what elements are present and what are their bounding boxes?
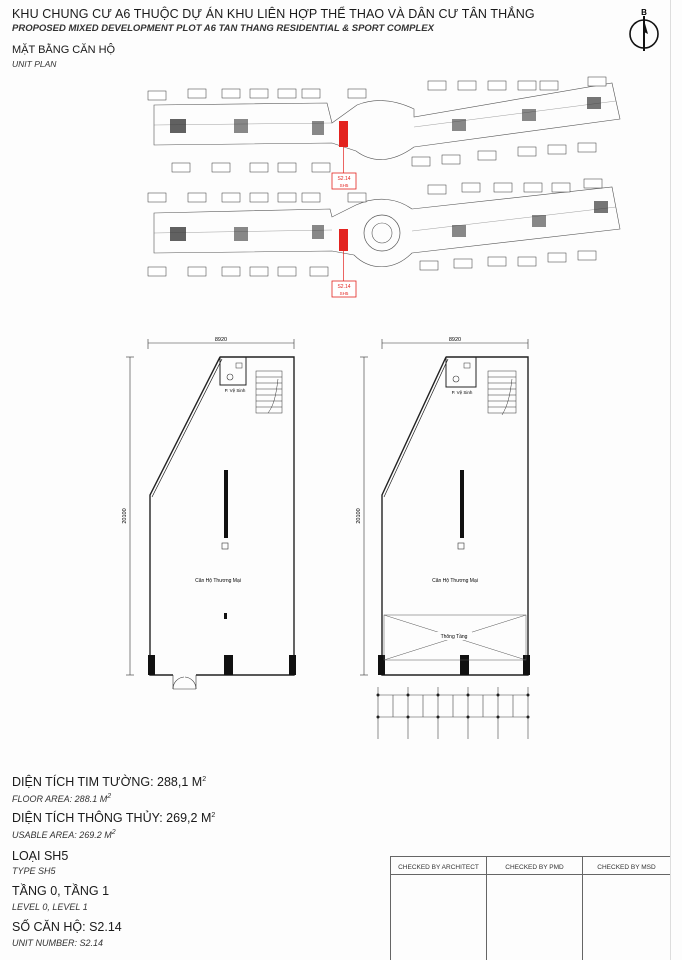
north-mark-label: B [641,8,647,17]
pmd-header: CHECKED BY PMD [505,864,564,871]
highlight-sub-top: SH5 [339,183,349,188]
wc-label-right: P. Vệ Sinh [451,390,473,395]
width-dimension-right: 8920 [448,337,462,343]
floor-area-vi: DIỆN TÍCH TIM TƯỜNG: 288,1 $M^2$ [12,775,207,789]
unit-plan-level-0 [118,335,304,707]
unit-type-vi: LOẠI SH5 [12,849,69,863]
unit-number-vi: SỐ CĂN HỘ: S2.14 [12,920,122,934]
commercial-label: Căn Hộ Thương Mại [195,578,241,584]
site-key-plan [142,75,632,305]
document-subtitle: PROPOSED MIXED DEVELOPMENT PLOT A6 TAN THANG RESIDENTIAL & SPORT COMPLEX [12,23,434,34]
architect-cell [390,856,486,960]
height-dimension: 20100 [122,508,128,524]
level-en: LEVEL 0, LEVEL 1 [12,902,88,912]
void-label: Thông Tầng [440,634,468,640]
commercial-label-right: Căn Hộ Thương Mại [432,578,478,584]
level-vi: TẦNG 0, TẦNG 1 [12,884,110,898]
msd-cell [582,856,670,960]
unit-number-en: UNIT NUMBER: S2.14 [12,938,104,948]
usable-area-vi: DIỆN TÍCH THÔNG THỦY: 269,2 $M^2$ [12,811,216,825]
section-title: MẶT BẰNG CĂN HỘ [12,44,116,56]
entrance-door [173,675,196,689]
width-dimension: 8920 [214,337,228,343]
page-edge-line [670,0,671,960]
north-arrow-icon [626,6,662,52]
approval-table [390,856,670,960]
highlight-sub-bottom: SH5 [339,291,349,296]
highlighted-unit-top [332,121,356,189]
railing-detail [378,687,528,739]
usable-area-en: USABLE AREA: 269.2 $M^2$ [12,829,116,840]
unit-type-en: TYPE SH5 [12,866,56,876]
floor-area-en: FLOOR AREA: 288.1 $M^2$ [12,793,112,804]
highlight-label-top: S2.14 [337,176,351,182]
architect-header: CHECKED BY ARCHITECT [398,864,479,871]
section-subtitle: UNIT PLAN [12,59,57,69]
highlighted-unit-bottom [332,229,356,297]
msd-header: CHECKED BY MSD [597,864,656,871]
unit-plan-level-1 [352,335,538,745]
pmd-cell [486,856,582,960]
wc-label: P. Vệ Sinh [224,388,246,393]
height-dimension-right: 20100 [356,508,362,524]
highlight-label-bottom: S2.14 [337,284,351,290]
document-title: KHU CHUNG CƯ A6 THUỘC DỰ ÁN KHU LIÊN HỢP THỂ THAO VÀ DÂN CƯ TÂN THẮNG [12,7,535,21]
